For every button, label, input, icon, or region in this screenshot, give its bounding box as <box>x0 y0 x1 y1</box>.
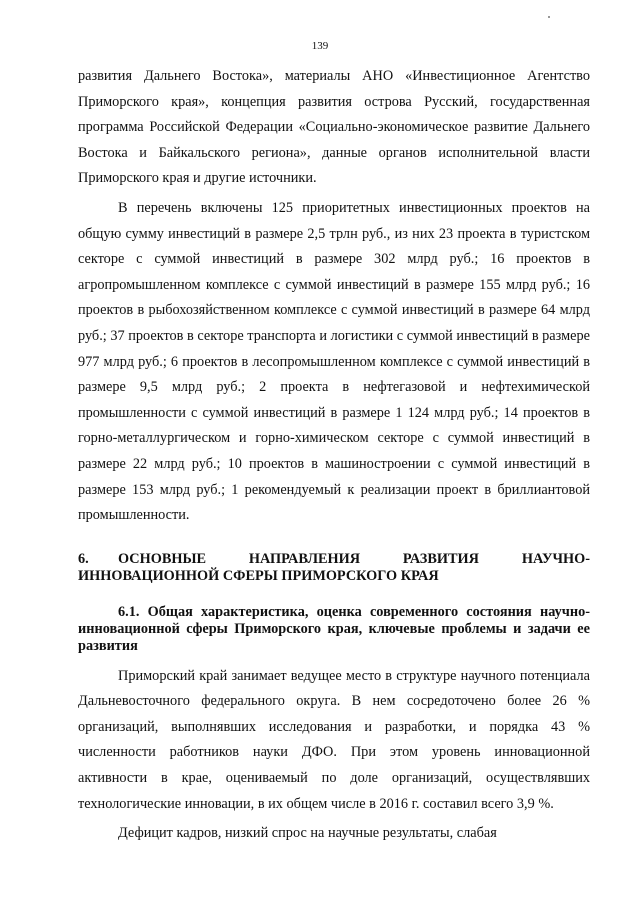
subsection-heading: 6.1. Общая характеристика, оценка современного состояния научно-инновационной сферы Приморского края, ключевые проблемы и задачи ее развития <box>78 603 590 654</box>
section-title: ОСНОВНЫЕ НАПРАВЛЕНИЯ РАЗВИТИЯ НАУЧНО-ИННОВАЦИОННОЙ СФЕРЫ ПРИМОРСКОГО КРАЯ <box>78 550 590 584</box>
section-number: 6. <box>78 550 89 567</box>
section-heading <box>78 551 590 585</box>
document-body <box>78 64 590 847</box>
paragraph-sources-continuation: развития Дальнего Востока», материалы АНО «Инвестиционное Агентство Приморского края», концепция развития острова Русский, государственная программа Российской Федерации «Социально-экономическое развитие Дальнего Востока и Байкальского региона», данные органов исполнительной власти Приморского края и другие источники. <box>78 68 590 187</box>
paragraph-investment-projects: В перечень включены 125 приоритетных инвестиционных проектов на общую сумму инвестиций в размере 2,5 трлн руб., из них 23 проекта в туристском секторе с суммой инвестиций в размере 302 млрд руб.; 16 проектов в агропромышленном комплексе с суммой инвестиций в размере 155 млрд руб.; 16 проектов в рыбохозяйственном комплексе с суммой инвестиций в размере 64 млрд руб.; 37 проектов в секторе транспорта и логистики с суммой инвестиций в размере 977 млрд руб.; 6 проектов в лесопромышленном комплексе с суммой инвестиций в размере 9,5 млрд руб.; 2 проекта в нефтегазовой и нефтехимической промышленности с суммой инвестиций в размере 1 124 млрд руб.; 14 проектов в горно-металлургическом и горно-химическом секторе с суммой инвестиций в размере 22 млрд руб.; 10 проектов в машиностроении с суммой инвестиций в размере 153 млрд руб.; 1 рекомендуемый к реализации проект в бриллиантовой промышленности. <box>78 199 590 524</box>
scan-speck <box>548 16 550 18</box>
paragraph-staff-deficit: Дефицит кадров, низкий спрос на научные результаты, слабая <box>118 825 497 842</box>
paragraph-scientific-potential: Приморский край занимает ведущее место в структуре научного потенциала Дальневосточного федерального округа. В нем сосредоточено более 26 % организаций, выполнявших исследования и разработки, и порядка 43 % численности работников науки ДФО. При этом уровень инновационной активности в крае, оцениваемый по доле организаций, осуществлявших технологические инновации, в их общем числе в 2016 г. составил всего 3,9 %. <box>78 667 590 812</box>
page-number: 139 <box>311 40 329 52</box>
